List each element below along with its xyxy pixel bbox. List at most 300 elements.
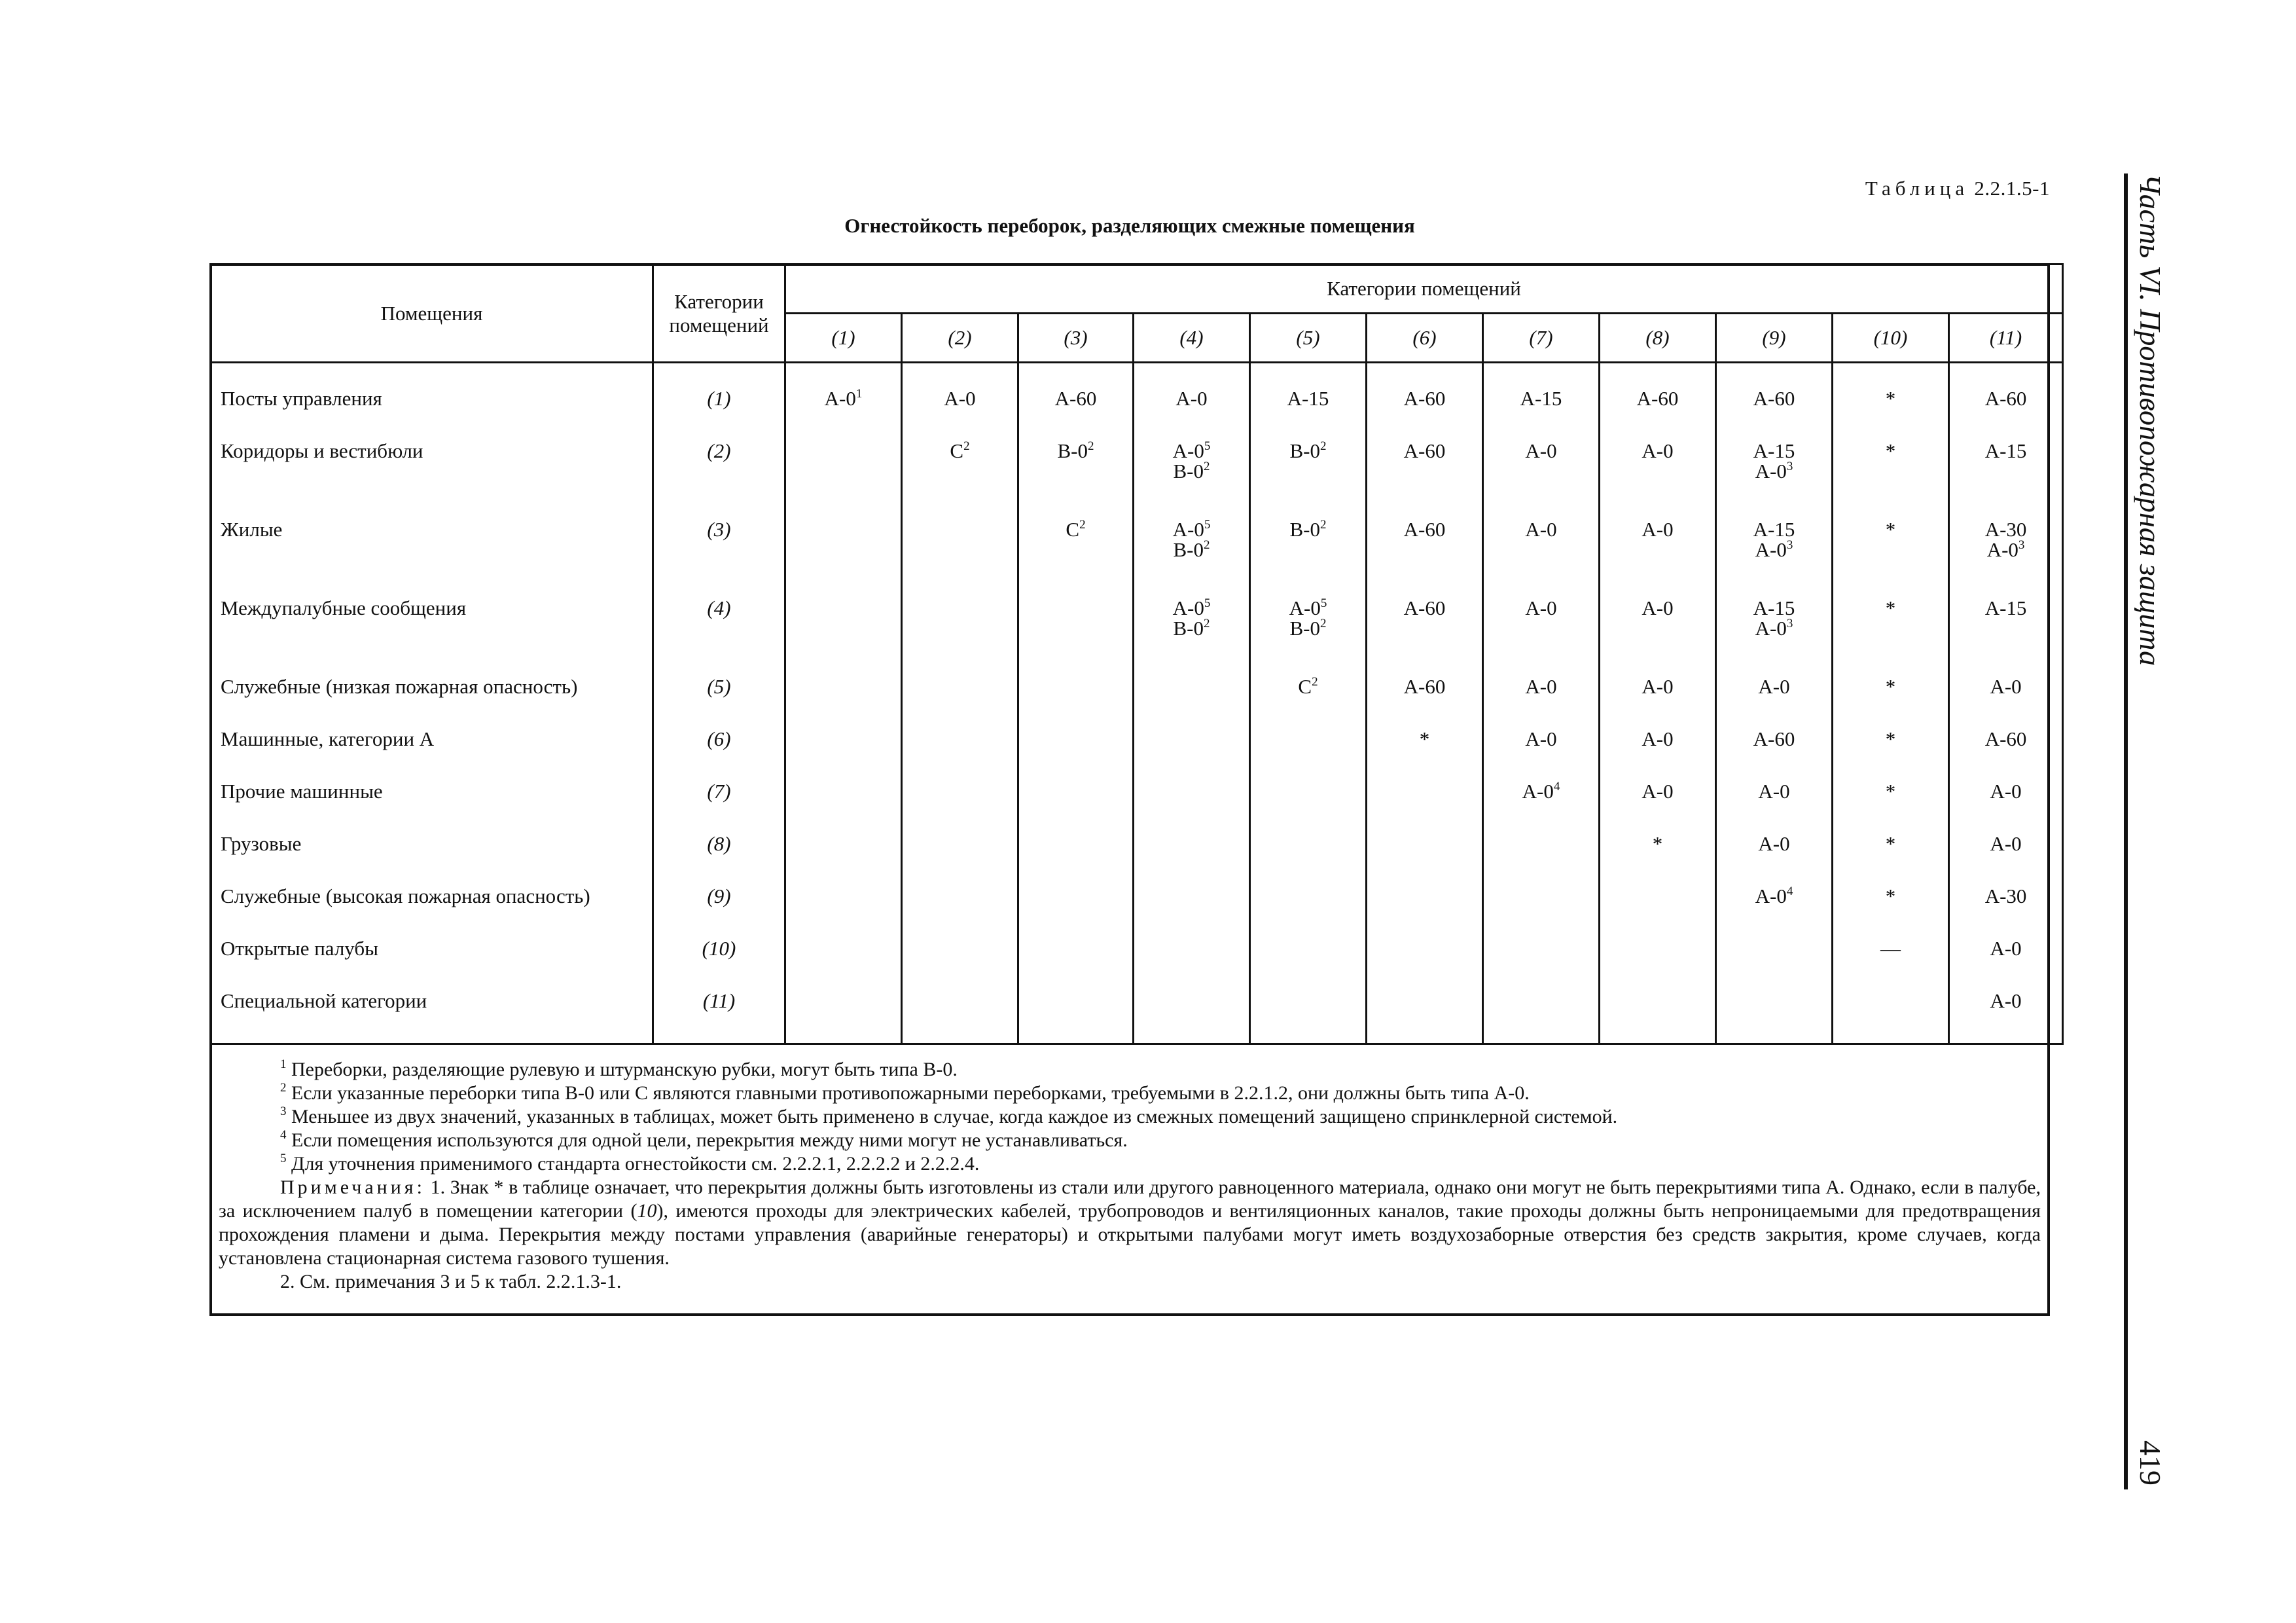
rating-cell (1018, 676, 1134, 729)
footnote-mark: 3 (280, 1104, 287, 1118)
rating-cell (1367, 676, 1483, 729)
rating-cell (785, 938, 902, 991)
rating-text: А-60 (1403, 675, 1446, 698)
rating-cell (1367, 441, 1483, 519)
rating-cell (1716, 441, 1833, 519)
rating-value (1600, 598, 1715, 618)
rating-cell (1949, 676, 2063, 729)
table-label (1636, 177, 2050, 200)
rating-cell (1949, 441, 2063, 519)
rating-value (1484, 781, 1598, 801)
rating-text: А-15 (1753, 596, 1795, 619)
table-row (211, 991, 2063, 1044)
rating-text: А-0 (1641, 780, 1674, 803)
rating-cell (1134, 388, 1250, 441)
footnote-text: Для уточнения применимого стандарта огнестойкости см. 2.2.2.1, 2.2.2.2 и 2.2.2.4. (291, 1153, 980, 1175)
table-word: Таблица (1865, 177, 1969, 200)
rating-value (1484, 388, 1598, 409)
rating-cell (785, 991, 902, 1044)
rating-cell (1018, 886, 1134, 938)
rating-value (1134, 519, 1249, 539)
rating-text: А-60 (1984, 387, 2027, 410)
footnote (219, 1058, 2041, 1082)
rating-cell (1833, 598, 1949, 676)
rating-text: В-0 (1173, 617, 1204, 640)
footnote-text: Если указанные переборки типа В-0 или С являются главными противопожарными переборками, требуемыми в 2.2.1.2, они должны быть типа А-0. (291, 1082, 1530, 1104)
room-name: Специальной категории (211, 991, 653, 1044)
rating-text: В-0 (1289, 439, 1320, 462)
column-header: (5) (1250, 314, 1367, 363)
footnote-ref: 4 (1553, 780, 1560, 793)
rating-text: * (1885, 832, 1896, 855)
rating-text: С (1298, 675, 1312, 698)
rating-value (1950, 833, 2062, 854)
rating-text: А-0 (1641, 439, 1674, 462)
rating-text: * (1885, 727, 1896, 750)
rating-cell (1833, 676, 1949, 729)
rating-value (1717, 539, 1831, 560)
rating-cell (1134, 441, 1250, 519)
rating-cell (902, 833, 1018, 886)
rating-cell (1600, 991, 1716, 1044)
column-header: (6) (1367, 314, 1483, 363)
rating-text: А-0 (1525, 727, 1557, 750)
rating-value (1484, 598, 1598, 618)
rating-text: * (1885, 439, 1896, 462)
rating-cell (1134, 676, 1250, 729)
table-row (211, 598, 2063, 676)
rating-text: А-0 (1990, 675, 2022, 698)
rating-text: А-0 (1758, 832, 1790, 855)
rating-value (1600, 833, 1715, 854)
rating-value (1367, 598, 1482, 618)
rating-cell (1716, 938, 1833, 991)
table-title: Огнестойкость переборок, разделяющих смежные помещения (844, 214, 1415, 237)
rating-text: А-0 (1525, 518, 1557, 541)
rating-cell (1367, 781, 1483, 833)
footnote-mark: 5 (280, 1152, 287, 1165)
footnote-ref: 5 (1320, 596, 1327, 610)
rating-cell (1949, 781, 2063, 833)
rating-cell (1018, 519, 1134, 598)
footnote-text: Меньшее из двух значений, указанных в таблицах, может быть применено в случае, когда каждое из смежных помещений защищено спринклерной системой. (291, 1106, 1618, 1127)
rating-cell (1949, 519, 2063, 598)
table-row (211, 886, 2063, 938)
rating-value (903, 388, 1017, 409)
rating-text: А-30 (1984, 518, 2027, 541)
footnote-text: Переборки, разделяющие рулевую и штурманскую рубки, могут быть типа В-0. (291, 1059, 958, 1080)
rating-cell (1018, 441, 1134, 519)
rating-text: А-0 (1755, 884, 1787, 907)
rating-text: А-0 (1990, 937, 2022, 960)
rating-cell (1483, 886, 1600, 938)
rating-value (1600, 519, 1715, 539)
rating-value (1833, 598, 1948, 618)
rating-cell (1600, 519, 1716, 598)
room-category: (5) (653, 676, 785, 729)
rating-cell (1949, 991, 2063, 1044)
rating-value (1717, 781, 1831, 801)
footnote (219, 1105, 2041, 1129)
rating-cell (1716, 833, 1833, 886)
footnote-ref: 2 (1204, 460, 1210, 473)
footnote-ref: 2 (1204, 538, 1210, 552)
rating-cell (1134, 519, 1250, 598)
rating-cell (1483, 676, 1600, 729)
rating-value (1950, 886, 2062, 906)
rating-cell (1833, 886, 1949, 938)
rating-text: В-0 (1289, 518, 1320, 541)
rating-value (1717, 519, 1831, 539)
rating-text: А-0 (1758, 780, 1790, 803)
rating-cell (902, 781, 1018, 833)
rating-cell (1250, 441, 1367, 519)
rating-cell (1367, 729, 1483, 781)
room-category: (1) (653, 388, 785, 441)
rating-value (1717, 729, 1831, 749)
column-header: (9) (1716, 314, 1833, 363)
rating-cell (1483, 388, 1600, 441)
footnote (219, 1082, 2041, 1105)
footnote-text: Если помещения используются для одной цели, перекрытия между ними могут не устанавливаться. (291, 1129, 1128, 1151)
rating-value (1484, 441, 1598, 461)
footnote-ref: 2 (1320, 439, 1327, 453)
rating-cell (1716, 886, 1833, 938)
rating-value (1367, 729, 1482, 749)
column-header: (11) (1949, 314, 2063, 363)
side-rule (2124, 173, 2128, 1489)
footnote-ref: 3 (1786, 460, 1793, 473)
rating-value (1251, 598, 1365, 618)
rating-cell (902, 676, 1018, 729)
rating-cell (1833, 441, 1949, 519)
rating-value (1134, 388, 1249, 409)
rating-cell (1250, 676, 1367, 729)
rating-text: А-0 (1172, 518, 1204, 541)
rating-cell (1600, 781, 1716, 833)
rating-cell (902, 729, 1018, 781)
rating-text: А-60 (1403, 596, 1446, 619)
footnote-ref: 3 (2018, 538, 2025, 552)
table-row (211, 388, 2063, 441)
rating-text: * (1885, 387, 1896, 410)
rating-text: А-60 (1403, 518, 1446, 541)
rating-cell (1018, 598, 1134, 676)
note-1-part1: 1. Знак * в таблице означает, что перекрытия должны быть изготовлены из стали или другого равноценного материала, однако они могут не быть перекрытиями типа А. Однако, если в палубе, за исключением палуб в помещении категории ( (219, 1176, 2041, 1222)
rating-cell (1134, 729, 1250, 781)
rating-value (1950, 991, 2062, 1011)
rating-value (1600, 388, 1715, 409)
rating-value (1833, 676, 1948, 697)
room-category: (6) (653, 729, 785, 781)
rating-cell (1018, 729, 1134, 781)
rating-text: * (1652, 832, 1663, 855)
rating-cell (1949, 388, 2063, 441)
rating-cell (1483, 598, 1600, 676)
rating-text: А-0 (1641, 675, 1674, 698)
rating-text: А-15 (1753, 518, 1795, 541)
rating-value (1717, 461, 1831, 481)
footnote-ref: 2 (1079, 518, 1086, 532)
footnote-ref: 2 (1204, 617, 1210, 630)
footnote-ref: 5 (1204, 439, 1211, 453)
footnote-ref: 2 (963, 439, 970, 453)
footnotes (219, 1058, 2041, 1176)
rating-value (1950, 781, 2062, 801)
rating-cell (1716, 729, 1833, 781)
rating-cell (902, 519, 1018, 598)
rating-value (1833, 388, 1948, 409)
rating-value (1833, 519, 1948, 539)
room-name: Машинные, категории А (211, 729, 653, 781)
rating-cell (1250, 991, 1367, 1044)
rating-value (1600, 676, 1715, 697)
rating-text: А-15 (1287, 387, 1329, 410)
rating-text: А-0 (1641, 596, 1674, 619)
note-1-part2: ), имеются проходы для электрических кабелей, трубопроводов и вентиляционных каналов, такие проходы должны быть непроницаемыми для предотвращения прохождения пламени и дыма. Перекрытия между постами управления (аварийные генераторы) и открытыми палубами могут иметь воздухозаборные отверстия без средств закрытия, кроме случаев, когда установлена стационарная система газового тушения. (219, 1200, 2041, 1269)
table-notes (219, 1058, 2041, 1294)
rating-text: А-60 (1984, 727, 2027, 750)
rating-text: * (1885, 518, 1896, 541)
room-category: (7) (653, 781, 785, 833)
rating-cell (1250, 886, 1367, 938)
rating-cell (1716, 388, 1833, 441)
rating-value (1833, 938, 1948, 958)
rating-value (1484, 729, 1598, 749)
footnote-ref: 3 (1786, 617, 1793, 630)
room-name: Грузовые (211, 833, 653, 886)
rating-cell (902, 388, 1018, 441)
rooms-header: Помещения (211, 264, 653, 363)
room-name: Прочие машинные (211, 781, 653, 833)
rating-cell (1600, 729, 1716, 781)
rating-cell (1367, 938, 1483, 991)
rating-cell (1018, 781, 1134, 833)
rating-text: А-0 (1172, 596, 1204, 619)
rating-text: А-0 (1755, 460, 1787, 483)
rating-value (1251, 618, 1365, 638)
room-name: Служебные (низкая пожарная опасность) (211, 676, 653, 729)
rating-text: С (950, 439, 964, 462)
rating-text: А-60 (1054, 387, 1097, 410)
table-row (211, 938, 2063, 991)
rating-cell (1833, 938, 1949, 991)
rating-text: А-60 (1403, 439, 1446, 462)
rating-text: А-30 (1984, 884, 2027, 907)
rating-cell (1600, 676, 1716, 729)
footnote-ref: 5 (1204, 596, 1211, 610)
rating-text: В-0 (1057, 439, 1088, 462)
rating-value (1367, 676, 1482, 697)
rating-cell (1018, 938, 1134, 991)
rating-cell (1716, 598, 1833, 676)
rating-cell (1833, 833, 1949, 886)
rating-cell (1600, 598, 1716, 676)
rating-value (1833, 441, 1948, 461)
rating-value (786, 388, 901, 409)
rating-cell (1250, 388, 1367, 441)
rating-text: В-0 (1173, 538, 1204, 561)
rating-cell (902, 938, 1018, 991)
rating-value (1950, 519, 2062, 539)
table-row (211, 781, 2063, 833)
rating-cell (1367, 991, 1483, 1044)
rating-cell (785, 886, 902, 938)
rating-cell (1949, 938, 2063, 991)
rating-cell (1483, 938, 1600, 991)
rating-cell (785, 729, 902, 781)
table-row (211, 833, 2063, 886)
rating-cell (1949, 598, 2063, 676)
rating-cell (1833, 519, 1949, 598)
footnote (219, 1129, 2041, 1152)
rating-cell (1367, 886, 1483, 938)
rating-value (1950, 729, 2062, 749)
rating-cell (785, 781, 902, 833)
rating-value (1717, 886, 1831, 906)
rating-value (1717, 676, 1831, 697)
footnote-ref: 2 (1312, 675, 1318, 689)
room-category: (9) (653, 886, 785, 938)
rating-text: А-15 (1984, 596, 2027, 619)
rating-text: * (1419, 727, 1430, 750)
column-header: (8) (1600, 314, 1716, 363)
rating-cell (902, 991, 1018, 1044)
categories-group-header: Категории помещений (785, 264, 2063, 314)
rating-cell (1367, 388, 1483, 441)
rating-text: А-0 (1172, 439, 1204, 462)
rating-value (1251, 519, 1365, 539)
rating-cell (1134, 938, 1250, 991)
room-category: (8) (653, 833, 785, 886)
rating-text: А-0 (1175, 387, 1208, 410)
column-header: (3) (1018, 314, 1134, 363)
rating-value (1833, 781, 1948, 801)
rating-cell (1483, 991, 1600, 1044)
footnote-ref: 3 (1786, 538, 1793, 552)
room-name: Междупалубные сообщения (211, 598, 653, 676)
footnote-ref: 4 (1786, 884, 1793, 898)
rating-value (1251, 676, 1365, 697)
rating-cell (1250, 729, 1367, 781)
rating-value (1019, 388, 1132, 409)
rating-cell (902, 441, 1018, 519)
column-header: (1) (785, 314, 902, 363)
rating-cell (1600, 886, 1716, 938)
rating-text: А-0 (1641, 518, 1674, 541)
rating-text: А-0 (1758, 675, 1790, 698)
rating-value (903, 441, 1017, 461)
rating-cell (1600, 441, 1716, 519)
rating-text: * (1885, 596, 1896, 619)
rating-cell (785, 676, 902, 729)
table-row (211, 441, 2063, 519)
table-row (211, 729, 2063, 781)
rating-value (1950, 388, 2062, 409)
rating-cell (1600, 938, 1716, 991)
fire-resistance-table (209, 263, 2064, 1045)
rating-value (1717, 618, 1831, 638)
rating-value (1950, 441, 2062, 461)
note-1-ref: 10 (637, 1200, 657, 1222)
rating-value (1367, 388, 1482, 409)
room-category: (10) (653, 938, 785, 991)
column-header: (2) (902, 314, 1018, 363)
rating-value (1833, 833, 1948, 854)
rating-text: С (1066, 518, 1080, 541)
rating-value (1950, 539, 2062, 560)
rating-cell (1367, 598, 1483, 676)
rating-value (1019, 441, 1132, 461)
rating-cell (1483, 781, 1600, 833)
rating-text: А-0 (1990, 780, 2022, 803)
rating-cell (1949, 729, 2063, 781)
footnote-mark: 2 (280, 1081, 287, 1095)
footnote-ref: 2 (1088, 439, 1094, 453)
rating-cell (1600, 388, 1716, 441)
rating-value (1251, 441, 1365, 461)
rating-cell (1949, 886, 2063, 938)
table-row (211, 519, 2063, 598)
footnote (219, 1152, 2041, 1176)
rating-value (1950, 676, 2062, 697)
room-categories-header: Категории помещений (653, 264, 785, 363)
rating-cell (1483, 519, 1600, 598)
room-name: Жилые (211, 519, 653, 598)
rating-value (1717, 441, 1831, 461)
rating-value (1717, 388, 1831, 409)
footnote-ref: 1 (855, 387, 863, 401)
column-header: (10) (1833, 314, 1949, 363)
rating-value (1600, 781, 1715, 801)
footnote-mark: 1 (280, 1057, 287, 1071)
rating-cell (1716, 991, 1833, 1044)
rating-cell (1483, 441, 1600, 519)
rating-cell (1134, 886, 1250, 938)
rating-value (1600, 441, 1715, 461)
rating-cell (1018, 388, 1134, 441)
rating-text: А-0 (1986, 538, 2018, 561)
room-category: (3) (653, 519, 785, 598)
rating-text: А-15 (1984, 439, 2027, 462)
footnote-ref: 2 (1320, 518, 1327, 532)
rating-text: А-15 (1753, 439, 1795, 462)
rating-cell (1716, 519, 1833, 598)
room-name: Посты управления (211, 388, 653, 441)
rating-text: А-0 (1522, 780, 1554, 803)
rating-cell (1833, 388, 1949, 441)
rating-cell (1134, 598, 1250, 676)
rating-cell (785, 388, 902, 441)
rating-cell (1134, 833, 1250, 886)
rating-text: А-60 (1403, 387, 1446, 410)
column-header: (7) (1483, 314, 1600, 363)
rating-value (1134, 539, 1249, 560)
rating-cell (1250, 519, 1367, 598)
rating-value (1833, 886, 1948, 906)
rating-text: А-0 (1990, 832, 2022, 855)
rating-cell (1134, 781, 1250, 833)
rating-cell (1250, 833, 1367, 886)
rating-text: В-0 (1289, 617, 1320, 640)
rating-text: А-0 (1755, 617, 1787, 640)
footnote-ref: 5 (1204, 518, 1211, 532)
rating-value (1833, 729, 1948, 749)
rating-text: А-0 (1525, 596, 1557, 619)
rating-value (1134, 618, 1249, 638)
rating-cell (1833, 781, 1949, 833)
rating-cell (1600, 833, 1716, 886)
